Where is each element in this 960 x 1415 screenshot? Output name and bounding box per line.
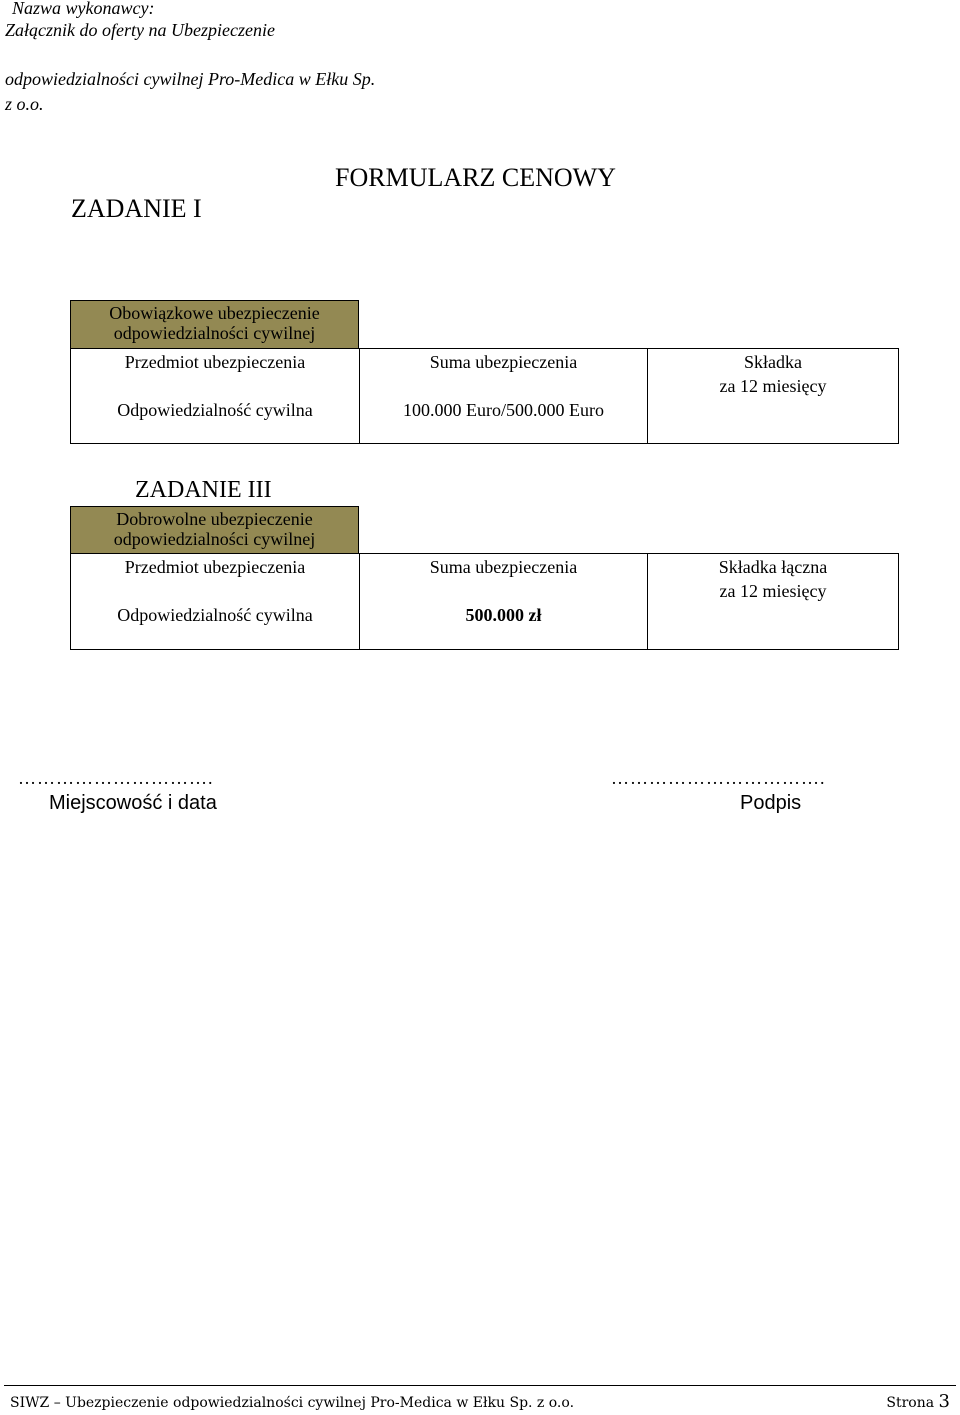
signature-label: Podpis xyxy=(740,792,802,814)
attachment-line: Załącznik do oferty na Ubezpieczenie xyxy=(5,20,275,40)
task1-premium-cell[interactable] xyxy=(648,349,899,444)
task3-row-subject: Odpowiedzialność cywilna xyxy=(117,605,313,625)
task1-heading: ZADANIE I xyxy=(71,194,202,223)
page-label: Strona xyxy=(886,1395,935,1411)
task1-table xyxy=(70,348,899,444)
task3-heading: ZADANIE III xyxy=(135,477,272,503)
task1-sum-cell xyxy=(360,349,648,444)
page-number: 3 xyxy=(938,1391,950,1412)
task1-row-sum: 100.000 Euro/500.000 Euro xyxy=(403,400,604,420)
place-date-dots: …………………………. xyxy=(18,768,214,788)
task1-row-subject: Odpowiedzialność cywilna xyxy=(117,400,313,420)
task3-band xyxy=(70,506,359,554)
task1-col3-header: Składka xyxy=(744,352,802,372)
footer-title: SIWZ – Ubezpieczenie odpowiedzialności cywilnej Pro-Medica w Ełku Sp. z o.o. xyxy=(10,1395,575,1411)
task3-table xyxy=(70,553,899,650)
task3-band-line: odpowiedzialności cywilnej xyxy=(113,529,316,549)
contractor-name-label: Nazwa wykonawcy: xyxy=(12,0,155,18)
task3-col1-header: Przedmiot ubezpieczenia xyxy=(124,557,306,577)
task1-col1-header: Przedmiot ubezpieczenia xyxy=(124,352,306,372)
task3-col2-header: Suma ubezpieczenia xyxy=(429,557,578,577)
task3-subject-cell xyxy=(71,554,360,650)
task3-premium-cell[interactable] xyxy=(648,554,899,650)
task1-col2-header: Suma ubezpieczenia xyxy=(429,352,578,372)
task1-subject-cell xyxy=(71,349,360,444)
attachment-line: z o.o. xyxy=(5,94,44,114)
task1-band-line: odpowiedzialności cywilnej xyxy=(113,323,316,343)
task1-band xyxy=(70,300,359,349)
place-date-label: Miejscowość i data xyxy=(49,792,217,814)
task3-band-line: Dobrowolne ubezpieczenie xyxy=(116,509,313,529)
task3-row-sum: 500.000 zł xyxy=(465,605,542,625)
task1-band-line: Obowiązkowe ubezpieczenie xyxy=(109,303,320,323)
task3-sum-cell xyxy=(360,554,648,650)
page-indicator xyxy=(886,1391,950,1412)
task3-col3-header: za 12 miesięcy xyxy=(719,581,827,601)
footer-rule xyxy=(4,1385,956,1386)
task1-col3-header: za 12 miesięcy xyxy=(719,376,827,396)
form-title: FORMULARZ CENOWY xyxy=(335,163,616,192)
task3-col3-header: Składka łączna xyxy=(718,557,828,577)
attachment-line: odpowiedzialności cywilnej Pro-Medica w Ełku Sp. xyxy=(5,69,376,89)
signature-dots: ……………………………. xyxy=(611,768,826,788)
